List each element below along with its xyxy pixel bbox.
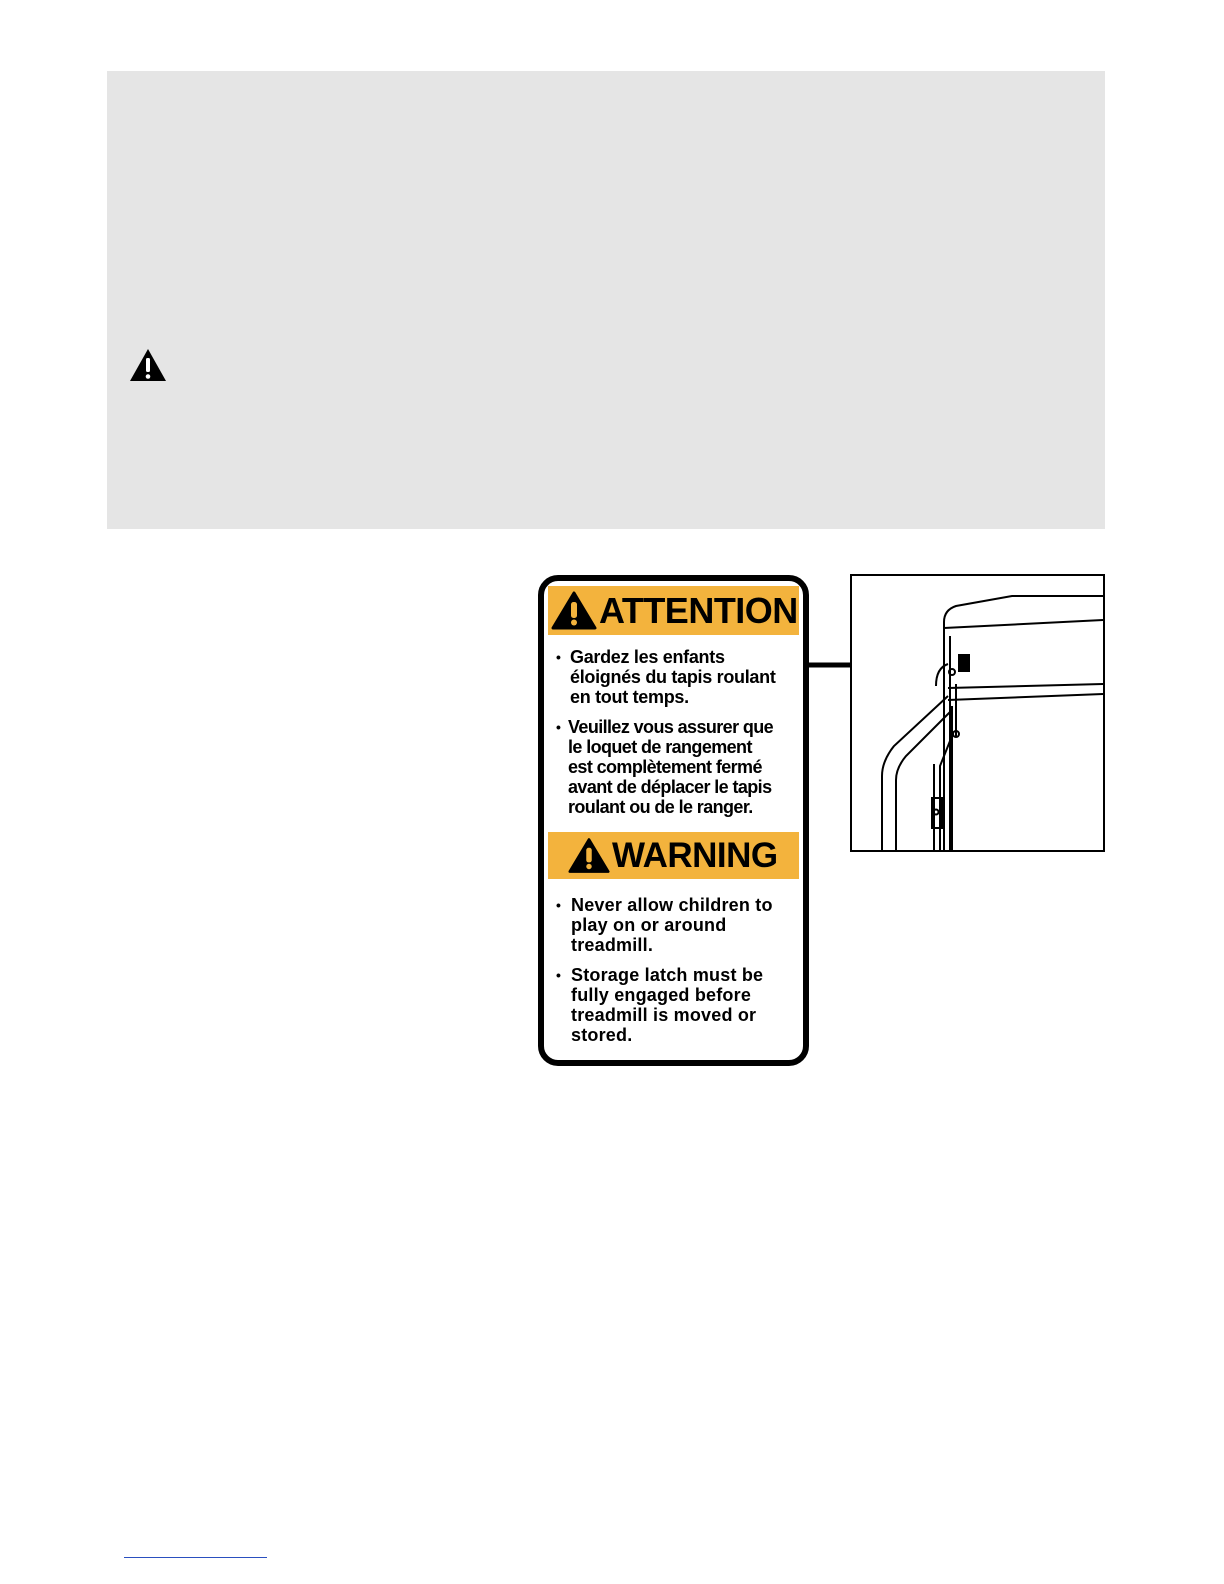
warning-bullet: • Never allow children to play on or around treadmill. [554,895,799,955]
footer-rule [124,1557,267,1558]
attention-header [548,586,799,635]
attention-bullet: • Veuillez vous assurer que le loquet de rangement est complètement fermé avant de déplacer le tapis roulant ou de le ranger. [554,717,799,817]
warning-title: WARNING [612,836,778,875]
attention-title: ATTENTION [599,589,798,631]
warning-panel [107,71,1105,529]
warning-bullet: • Storage latch must be fully engaged before treadmill is moved or stored. [554,965,799,1045]
warning-header [548,832,799,879]
treadmill-frame-drawing [852,576,1103,850]
warning-triangle-icon [551,591,597,631]
warning-triangle-icon [568,837,610,875]
attention-bullets [554,647,799,827]
attention-bullet: • Gardez les enfants éloignés du tapis roulant en tout temps. [554,647,799,707]
warning-triangle-icon [129,348,167,382]
safety-decal [538,575,809,1066]
warning-bullets [554,895,799,1055]
treadmill-illustration [850,574,1105,852]
